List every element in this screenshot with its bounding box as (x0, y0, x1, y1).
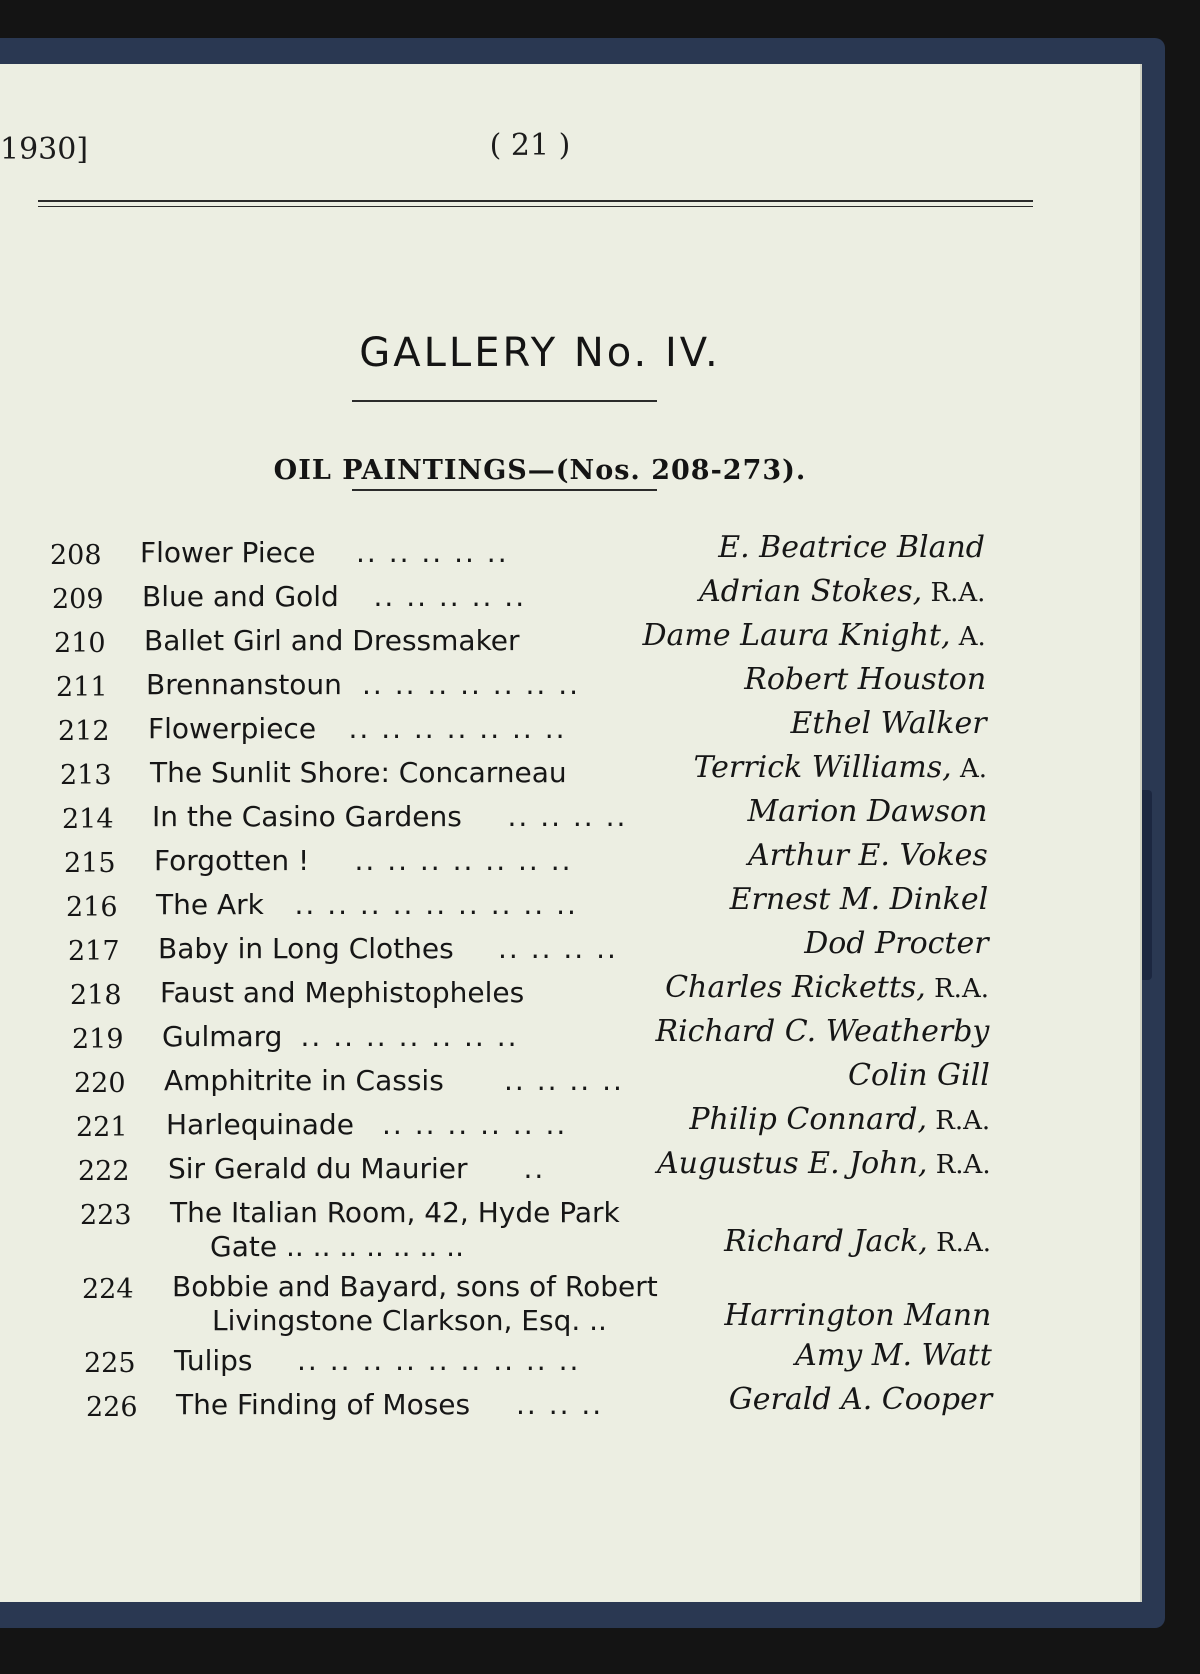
dot-leader: .. .. .. .. .. .. (382, 1108, 568, 1141)
catalogue-entry (60, 750, 987, 796)
entry-title: Blue and Gold (142, 580, 339, 613)
header-rule (38, 200, 1033, 202)
catalogue-entry (84, 1338, 992, 1384)
artist-honours: R.A. (927, 1150, 991, 1180)
catalogue-entry (50, 530, 985, 576)
header-rule-thin (38, 206, 1033, 207)
entry-artist (804, 926, 988, 961)
artist-name: Harrington Mann (724, 1298, 992, 1333)
artist-name: Charles Ricketts, (665, 970, 926, 1005)
entry-number: 218 (70, 980, 122, 1011)
artist-name: Colin Gill (847, 1058, 990, 1093)
entry-title: Flower Piece (140, 536, 316, 569)
catalogue-entry (66, 882, 989, 928)
entry-title: The Finding of Moses (176, 1388, 471, 1421)
dot-leader: .. (523, 1152, 546, 1185)
entry-title: Amphitrite in Cassis (164, 1064, 444, 1097)
catalogue-entry (64, 838, 988, 884)
dot-leader: .. .. .. .. (507, 800, 628, 833)
artist-name: Terrick Williams, (693, 750, 952, 785)
entry-title: The Ark (156, 888, 264, 921)
entry-number: 214 (62, 804, 114, 835)
entry-artist (699, 574, 985, 609)
artist-name: Philip Connard, (689, 1102, 928, 1137)
entry-artist (730, 882, 989, 917)
artist-honours: A. (951, 754, 987, 784)
catalogue-entry (58, 706, 987, 752)
catalogue-entry (80, 1196, 991, 1263)
entry-title: Bobbie and Bayard, sons of Robert (172, 1270, 658, 1303)
dot-leader: .. .. .. .. (504, 1064, 624, 1097)
entry-artist (744, 662, 986, 697)
entry-artist (729, 1382, 992, 1417)
entry-number: 220 (74, 1068, 126, 1099)
dot-leader: .. .. .. (516, 1388, 604, 1421)
catalogue-entry (52, 574, 986, 620)
entry-artist (748, 838, 988, 873)
entry-title: Harlequinade (166, 1108, 354, 1141)
artist-name: Richard C. Weatherby (655, 1014, 990, 1049)
entry-title: Sir Gerald du Maurier (168, 1152, 468, 1185)
entry-number: 222 (78, 1156, 130, 1187)
catalogue-entry (62, 794, 988, 840)
title-rule-top (352, 400, 657, 402)
entry-title: Baby in Long Clothes (158, 932, 454, 965)
entry-artist (665, 970, 989, 1005)
section-subtitle: OIL PAINTINGS—(Nos. 208-273). (273, 455, 807, 486)
entry-artist (657, 1146, 991, 1181)
artist-name: Gerald A. Cooper (728, 1382, 993, 1417)
entry-title: The Italian Room, 42, Hyde Park (170, 1196, 620, 1229)
entry-number: 213 (60, 760, 112, 791)
entry-number: 219 (72, 1024, 124, 1055)
entry-artist (642, 618, 985, 653)
entry-number: 221 (76, 1112, 128, 1143)
entry-artist (694, 750, 988, 785)
entry-title: The Sunlit Shore: Concarneau (150, 756, 567, 789)
entry-title: Forgotten ! (154, 844, 310, 877)
dot-leader: .. .. .. .. .. .. .. (300, 1020, 519, 1053)
entry-number: 225 (84, 1348, 136, 1379)
artist-name: Augustus E. John, (656, 1146, 928, 1181)
catalogue-entry (82, 1270, 992, 1337)
artist-name: Arthur E. Vokes (747, 838, 988, 873)
artist-name: Dod Procter (804, 926, 989, 961)
catalogue-entry (86, 1382, 993, 1428)
entry-number: 226 (86, 1392, 138, 1423)
dot-leader: .. .. .. .. .. .. .. .. .. (297, 1344, 581, 1377)
catalogue-entry (68, 926, 989, 972)
entry-title-continued: Livingstone Clarkson, Esq. .. (212, 1304, 607, 1337)
artist-name: Richard Jack, (724, 1224, 928, 1259)
dot-leader: .. .. .. .. .. (356, 536, 509, 569)
entry-number: 217 (68, 936, 120, 967)
page-number: ( 21 ) (489, 128, 571, 163)
entry-title-continued: Gate .. .. .. .. .. .. .. (210, 1230, 464, 1263)
catalogue-entry (70, 970, 989, 1016)
entry-title: In the Casino Gardens (152, 800, 462, 833)
entry-number: 212 (58, 716, 110, 747)
artist-name: Marion Dawson (747, 794, 988, 829)
entry-number: 224 (82, 1274, 134, 1305)
dot-leader: .. .. .. .. (498, 932, 618, 965)
entry-artist (724, 1298, 991, 1333)
catalogue-entry (72, 1014, 990, 1060)
entry-artist (795, 1338, 992, 1373)
entry-number: 209 (52, 584, 104, 615)
entry-title: Ballet Girl and Dressmaker (144, 624, 520, 657)
artist-honours: R.A. (927, 1106, 991, 1136)
entry-artist (790, 706, 986, 741)
title-rule-bottom (352, 489, 657, 491)
artist-name: Adrian Stokes, (699, 574, 923, 609)
entry-number: 210 (54, 628, 106, 659)
catalogue-entry (54, 618, 986, 664)
catalogue-entry (56, 662, 987, 708)
entry-artist (724, 1224, 991, 1259)
artist-honours: R.A. (925, 974, 989, 1004)
entry-artist (718, 530, 985, 565)
artist-name: Ernest M. Dinkel (729, 882, 989, 917)
artist-name: Ethel Walker (790, 706, 987, 741)
artist-honours: R.A. (927, 1228, 991, 1258)
entry-artist (656, 1014, 990, 1049)
catalogue-entry (78, 1146, 991, 1192)
catalogue-entry (74, 1058, 990, 1104)
running-year: 1930] (0, 132, 89, 167)
entry-artist (748, 794, 988, 829)
dot-leader: .. .. .. .. .. .. .. .. .. (294, 888, 578, 921)
gallery-title: GALLERY No. IV. (359, 330, 721, 376)
entry-artist (848, 1058, 990, 1093)
entry-number: 211 (56, 672, 108, 703)
entry-title: Flowerpiece (148, 712, 317, 745)
entry-artist (689, 1102, 990, 1137)
dot-leader: .. .. .. .. .. .. .. (348, 712, 567, 745)
entry-number: 208 (50, 540, 102, 571)
catalogue-entry (76, 1102, 991, 1148)
entry-title: Gulmarg (162, 1020, 283, 1053)
entry-number: 216 (66, 892, 118, 923)
dot-leader: .. .. .. .. .. .. .. (354, 844, 573, 877)
artist-honours: A. (950, 622, 986, 652)
entry-title: Brennanstoun (146, 668, 342, 701)
dot-leader: .. .. .. .. .. (373, 580, 527, 613)
entry-title: Faust and Mephistopheles (160, 976, 525, 1009)
dot-leader: .. .. .. .. .. .. .. (362, 668, 581, 701)
entry-title: Tulips (174, 1344, 253, 1377)
artist-name: Dame Laura Knight, (642, 618, 951, 653)
entry-number: 223 (80, 1200, 132, 1231)
artist-name: Amy M. Watt (795, 1338, 992, 1373)
entry-number: 215 (64, 848, 116, 879)
artist-honours: R.A. (922, 578, 986, 608)
artist-name: Robert Houston (744, 662, 987, 697)
artist-name: E. Beatrice Bland (718, 530, 985, 565)
